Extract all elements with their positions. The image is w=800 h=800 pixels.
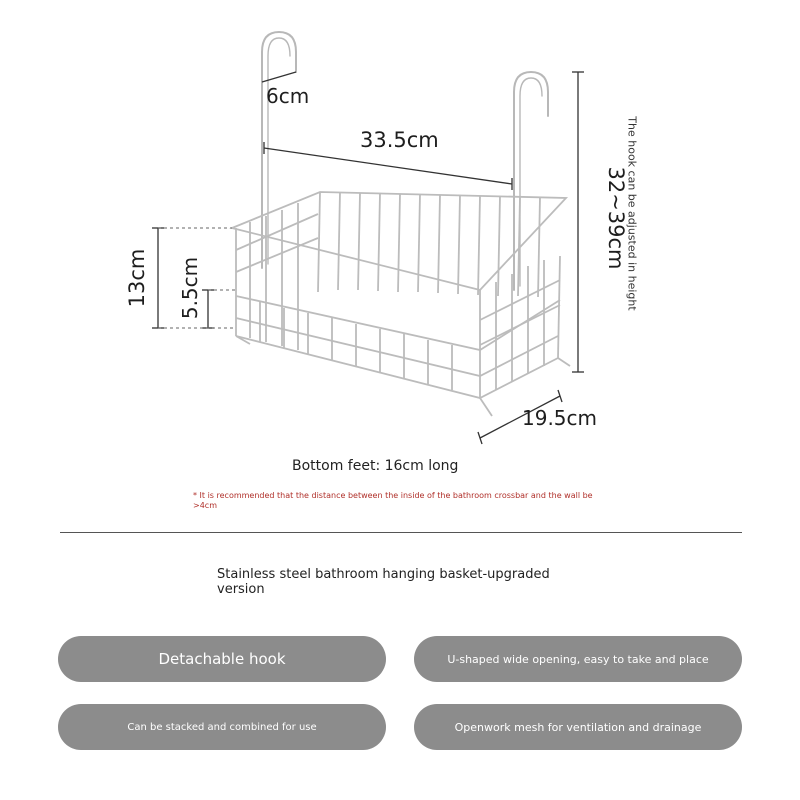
depth-label: 19.5cm — [522, 406, 598, 430]
feature-stackable: Can be stacked and combined for use — [58, 704, 386, 750]
hook-adjust-note: The hook can be adjusted in height — [625, 116, 639, 311]
hook-dim-line — [262, 72, 296, 82]
total-height-label: 13cm — [125, 248, 149, 308]
installation-warning: * It is recommended that the distance between the inside of the bathroom crossbar and the wall be >4cm — [193, 491, 593, 510]
width-dim-line — [264, 148, 512, 184]
bottom-feet-note: Bottom feet: 16cm long — [292, 458, 459, 474]
product-name: Stainless steel bathroom hanging basket-upgraded version — [217, 567, 550, 597]
feature-u-shaped-opening: U-shaped wide opening, easy to take and place — [414, 636, 742, 682]
basket-mesh — [232, 192, 570, 416]
section-divider — [60, 532, 742, 533]
feature-openwork-mesh: Openwork mesh for ventilation and drainage — [414, 704, 742, 750]
feature-detachable-hook: Detachable hook — [58, 636, 386, 682]
hook-width-label: 6cm — [266, 84, 310, 108]
low-side-height-label: 5.5cm — [178, 256, 202, 320]
adjustable-height-label: 32~39cm — [604, 166, 628, 270]
width-label: 33.5cm — [360, 128, 439, 152]
